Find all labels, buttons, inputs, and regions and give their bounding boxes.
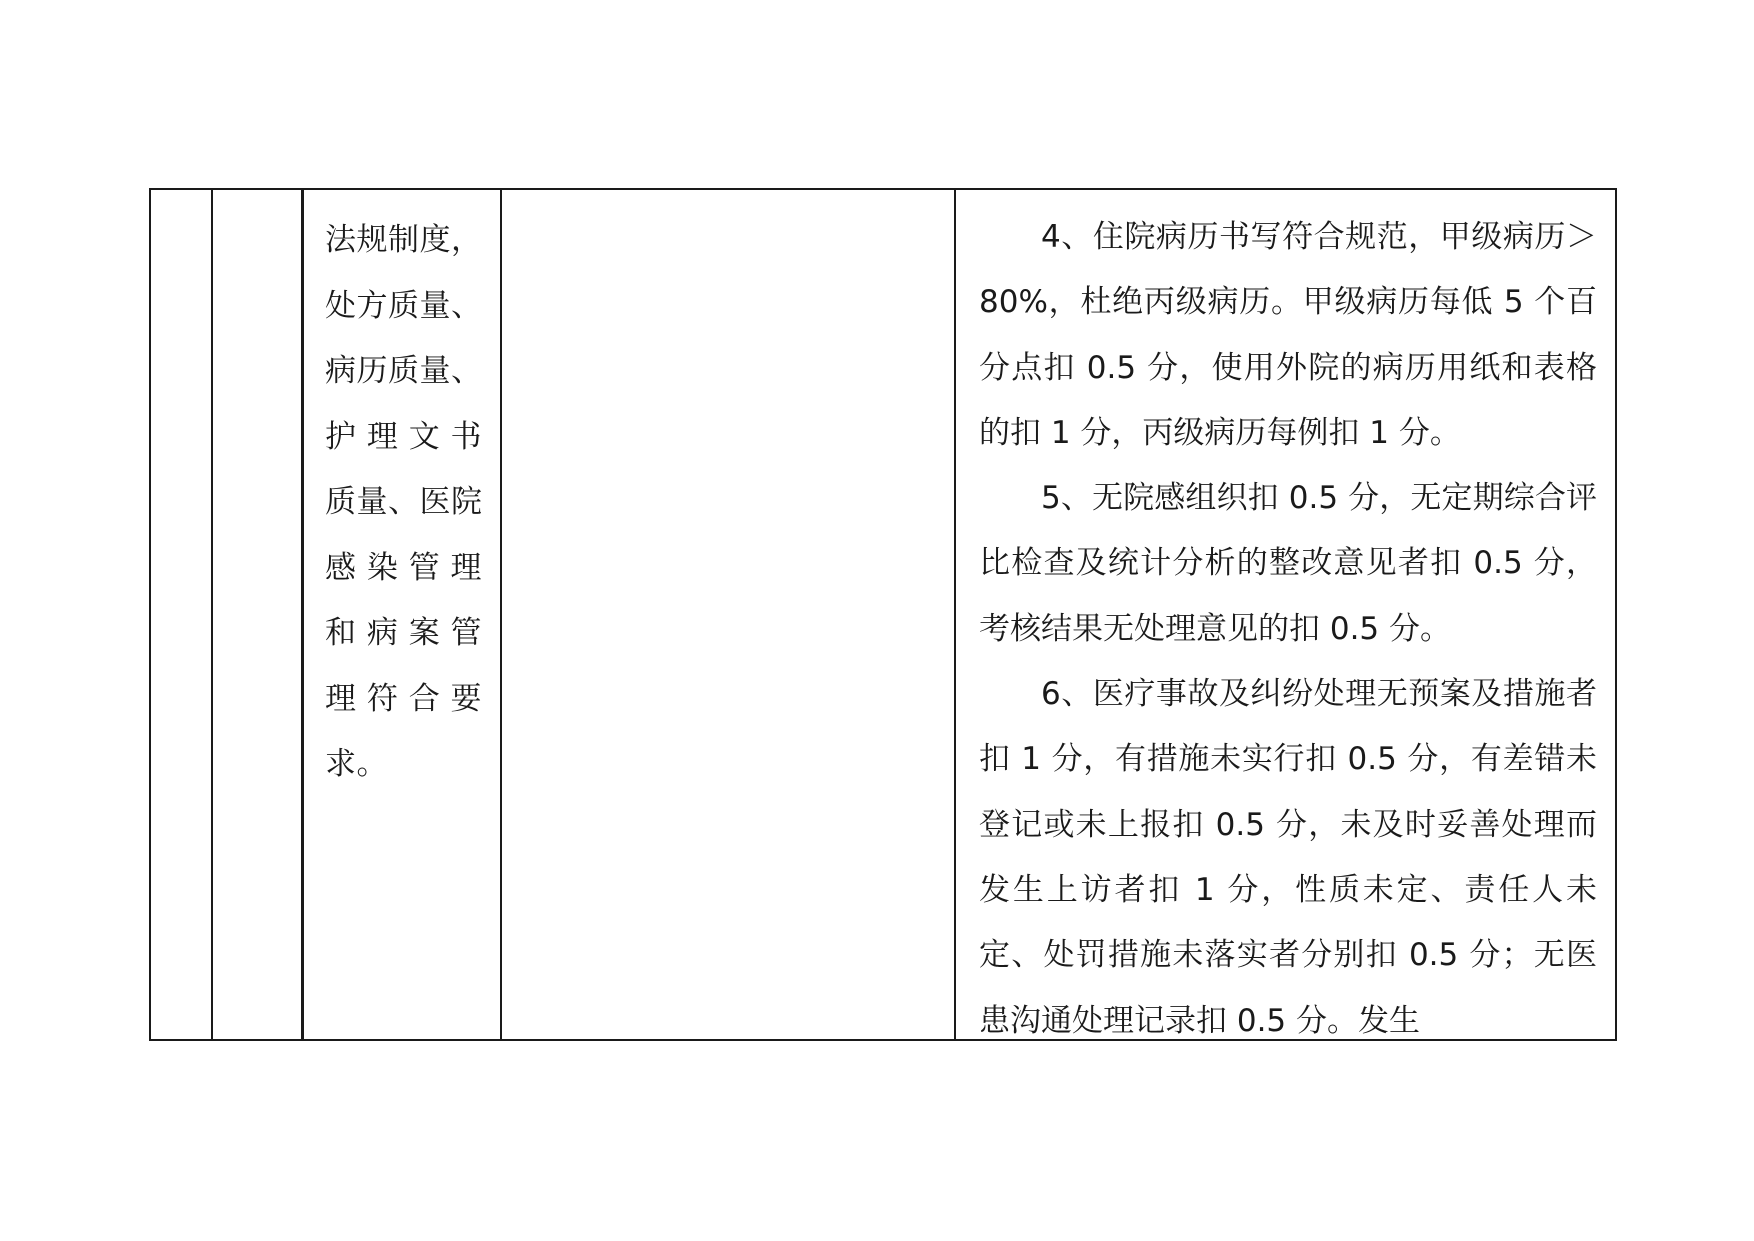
cell-requirement [303,190,500,1039]
cell-index [151,190,211,1039]
criteria-paragraph-4: 4、住院病历书写符合规范，甲级病历＞80%，杜绝丙级病历。甲级病历每低 5 个百分点扣 0.5 分，使用外院的病历用纸和表格的扣 1 分，丙级病历每例扣 1 分。 [979,219,1597,451]
cell-category [213,190,301,1039]
requirement-text: 法规制度， 处方质量、 病历质量、 护 理 文 书 质量、医院 感 染 管 理 和 病 案 管 理 符 合 要 求。 [325,222,483,782]
assessment-table [149,188,1617,1041]
criteria-paragraph-5: 5、无院感组织扣 0.5 分，无定期综合评比检查及统计分析的整改意见者扣 0.5 分，考核结果无处理意见的扣 0.5 分。 [979,480,1597,647]
cell-scoring-criteria [957,190,1617,1039]
cell-method [502,190,954,1039]
column-divider-4 [954,190,956,1039]
criteria-paragraph-6: 6、医疗事故及纠纷处理无预案及措施者扣 1 分，有措施未实行扣 0.5 分，有差错未登记或未上报扣 0.5 分，未及时妥善处理而发生上访者扣 1 分，性质未定、责任人未定、处罚措施未落实者分别扣 0.5 分；无医患沟通处理记录扣 0.5 分。发生 [979,676,1597,1039]
